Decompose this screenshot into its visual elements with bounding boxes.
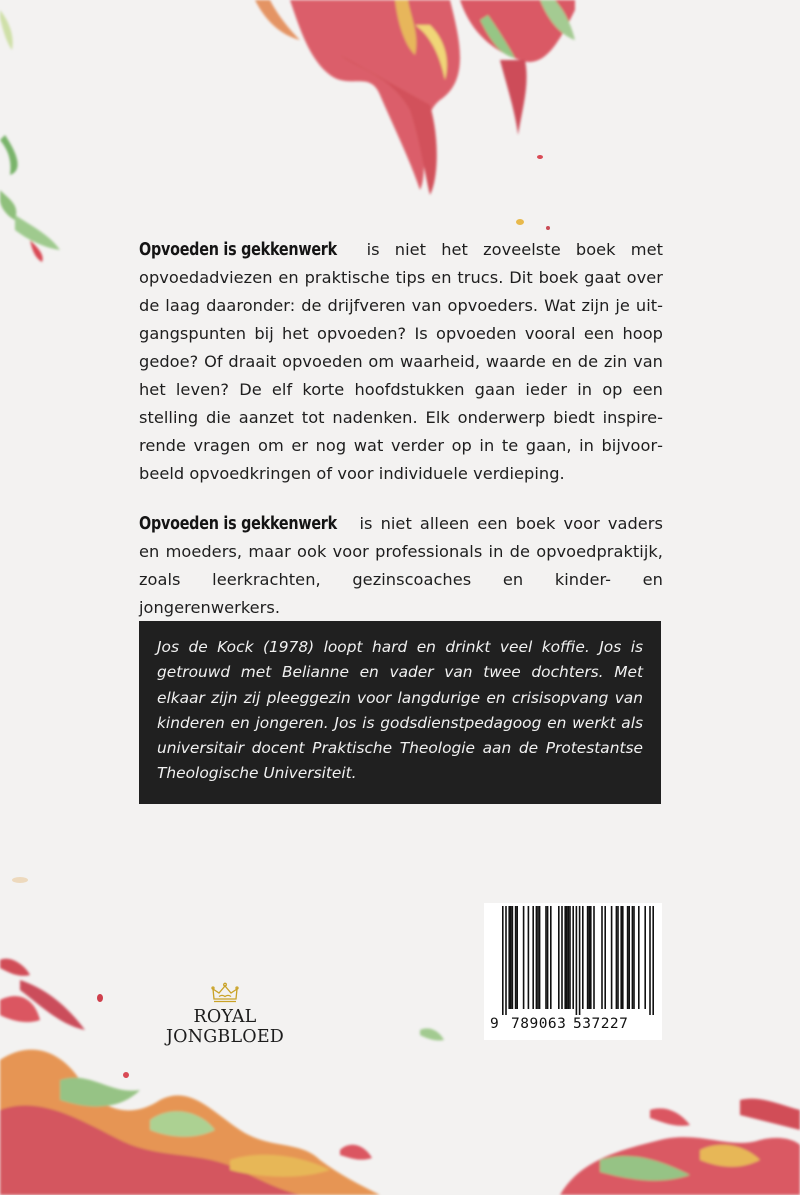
barcode-bar — [649, 906, 651, 1015]
barcode-bar — [537, 906, 539, 1009]
barcode-bars — [484, 903, 662, 1015]
barcode-bar — [633, 906, 635, 1009]
barcode-bar — [568, 906, 570, 1009]
barcode-bar — [587, 906, 589, 1009]
book-title-inline-2: Opvoeden is gekkenwerk — [139, 514, 337, 534]
barcode-bar — [515, 906, 517, 1009]
book-title-inline: Opvoeden is gekkenwerk — [139, 240, 337, 260]
barcode-bar — [558, 906, 560, 1009]
barcode-digit-group-2: 537227 — [573, 1016, 629, 1032]
barcode-bar — [604, 906, 606, 1009]
barcode-bar — [638, 906, 640, 1009]
bottom-splash — [0, 959, 800, 1195]
barcode-bar — [632, 906, 634, 1009]
description-paragraph-2 — [139, 510, 663, 622]
barcode-bar — [532, 906, 534, 1009]
barcode-digit-group-1: 789063 — [511, 1016, 567, 1032]
barcode-bar — [588, 906, 590, 1009]
barcode-bar — [590, 906, 592, 1009]
barcode-bar — [512, 906, 514, 1009]
top-splash — [255, 0, 575, 195]
barcode-bar — [547, 906, 549, 1009]
barcode-bar — [539, 906, 541, 1009]
paragraph-2-text: is niet alleen een boek voor vaders en moeders, maar ook voor professionals in de opvoedpraktijk, zoals leerkrachten, gezinscoaches en kinder- en jongerenwerkers. — [139, 514, 663, 617]
barcode-bar — [545, 906, 547, 1009]
back-cover-description — [139, 236, 663, 622]
publisher-name: ROYAL JONGBLOED — [165, 1007, 285, 1047]
author-bio-text: Jos de Kock (1978) loopt hard en drinkt veel koffie. Jos is getrouwd met Belianne en vader van twee dochters. Met elkaar zijn zij pleeggezin voor langdurige en crisisopvang van kinderen en jongeren. Jos is godsdienstpedagoog en werkt als universitair docent Praktische Theologie aan de Protestantse Theologische Universiteit. — [157, 638, 643, 783]
paragraph-1-text: is niet het zoveelste boek met opvoedadviezen en praktische tips en trucs. Dit boek gaat over de laag daaronder: de drijfveren van opvoeders. Wat zijn je uitgangspunten bij het opvoeden? Is opvoeden vooral een hoop gedoe? Of draait opvoeden om waarheid, waarde en de zin van het leven? De elf korte hoofdstukken gaan ieder in op een stelling die aanzet tot nadenken. Elk onderwerp biedt inspirerende vragen om er nog wat verder op in te gaan, in bijvoorbeeld opvoedkringen of voor individuele verdieping. — [139, 240, 663, 483]
barcode-bar — [620, 906, 622, 1009]
barcode-bar — [561, 906, 563, 1009]
barcode-bar — [611, 906, 613, 1009]
barcode-bar — [627, 906, 629, 1009]
barcode-bar — [616, 906, 618, 1009]
barcode-bar — [528, 906, 530, 1009]
barcode-number — [484, 1016, 662, 1036]
barcode-bar — [576, 906, 578, 1015]
barcode-bar — [569, 906, 571, 1009]
barcode-bar — [582, 906, 584, 1009]
barcode-bar — [622, 906, 624, 1009]
barcode-bar — [536, 906, 538, 1009]
crown-icon — [210, 982, 240, 1004]
barcode-bar — [572, 906, 574, 1009]
publisher-logo — [132, 982, 318, 1047]
barcode-bar — [523, 906, 525, 1009]
barcode-bar — [593, 906, 595, 1009]
author-bio-box — [139, 621, 661, 804]
barcode-first-digit: 9 — [490, 1016, 499, 1032]
barcode-bar — [564, 906, 566, 1009]
barcode-bar — [644, 906, 646, 1009]
barcode-bar — [601, 906, 603, 1009]
barcode-bar — [579, 906, 581, 1015]
barcode-bar — [617, 906, 619, 1009]
isbn-barcode — [484, 903, 662, 1040]
barcode-bar — [502, 906, 504, 1015]
barcode-bar — [516, 906, 518, 1009]
barcode-bar — [628, 906, 630, 1009]
barcode-bar — [510, 906, 512, 1009]
barcode-bar — [508, 906, 510, 1009]
barcode-bar — [566, 906, 568, 1009]
description-paragraph-1 — [139, 236, 663, 488]
barcode-bar — [550, 906, 552, 1009]
left-splash — [0, 10, 60, 262]
barcode-bar — [652, 906, 654, 1015]
barcode-bar — [505, 906, 507, 1015]
